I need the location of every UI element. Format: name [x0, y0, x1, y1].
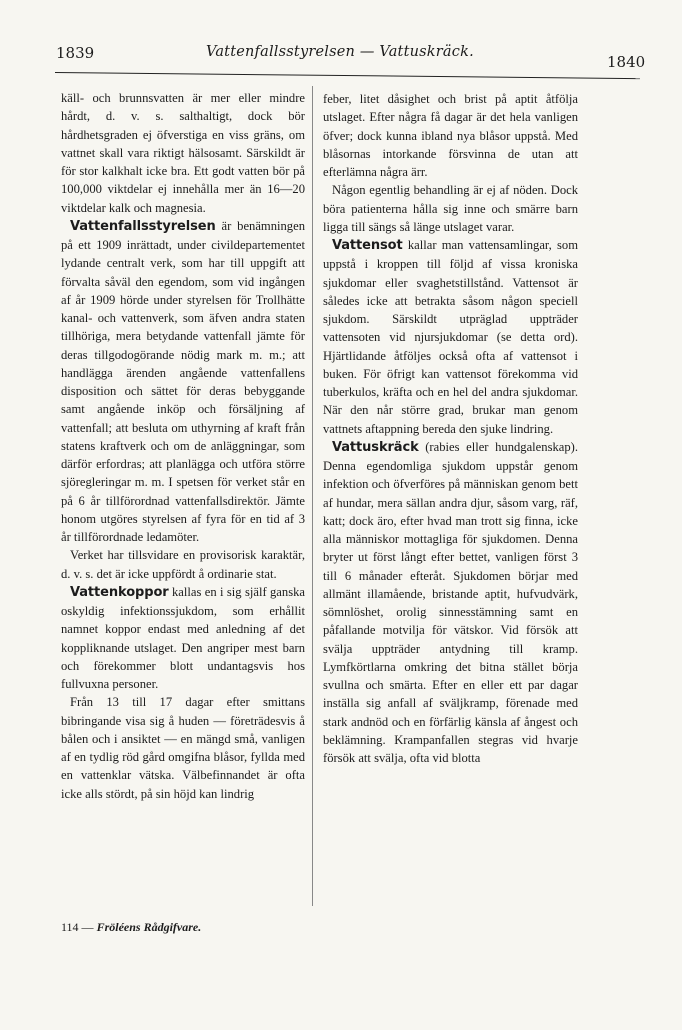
entry-headword: Vattensot — [332, 238, 403, 253]
paragraph: käll- och brunnsvatten är mer eller mindre hårdt, d. v. s. salthaltigt, dock bör hårdhetsgraden ej öfverstiga en viss gräns, om vattnet skall vara riktigt hälsosamt. Särskildt är för stor kalkhalt icke bra. Ett godt vatten bör på 100,000 viktdelar ej innehålla mer än 16—20 viktdelar kalk och magnesia. — [61, 91, 305, 215]
paragraph: Någon egentlig behandling är ej af nöden. Dock böra patienterna hålla sig inne och smärre barn ligga till sängs så länge utslaget varar. — [323, 183, 578, 234]
footer-number: 114 — — [61, 920, 94, 934]
entry-headword: Vattenfallsstyrelsen — [70, 218, 216, 234]
entry-headword: Vattenkoppor — [70, 584, 169, 600]
right-column — [323, 90, 578, 767]
entry-headword: Vattuskräck — [332, 439, 419, 455]
entry-vattenfallsstyrelsen: Vattenfallsstyrelsen är benämningen på ett 1909 inrättadt, under civildepartementet lydande centralt verk, som har till uppgift att förvalta såväl den egendom, som vid ingången af år 1909 hörde under styrelsen för Trollhätte kanal- och vattenverk, som äfven andra staten tillhöriga, mera betydande vattenfall jämte för deras tillgodogörande nödig mark m. m.; att handlägga ärenden angående vattenfallens disposition och sättet för deras bebyggande samt angående inköp och försäljning af vattenfall; att besluta om uthyrning af kraft från statens kraftverk och om de anläggningar, som därför erfordras; att planlägga och utföra större sjöregleringar m. m. I spetsen för verket står en på 6 år tillförordnad vattenfallsdirektör. Jämte honom utgöres styrelsen af fyra för en tid af 3 år tillförordnade ledamöter. — [61, 218, 305, 544]
left-column — [61, 89, 305, 803]
entry-vattensot: Vattensot kallar man vattensamlingar, som uppstå i kroppen till följd af vissa kroniska sjukdomar eller svaghetstillstånd. Vattensot är således icke att betrakta såsom någon speciell sjukdom. Särskildt utpräglad uppträder vattensoten vid njursjukdomar (se detta ord). Hjärtlidande åtföljes också ofta af vattensot i buken. För öfrigt kan vattensot förekomma vid tuberkulos, kräfta och en hel del andra sjukdomar. När den når större grad, brukar man genom vattnets aftappning bereda den sjuke lindring. — [323, 238, 578, 436]
header-rule — [55, 72, 640, 79]
running-title: Vattenfallsstyrelsen — Vattuskräck. — [206, 44, 474, 60]
right-page-number: 1840 — [607, 53, 646, 71]
paragraph: Från 13 till 17 dagar efter smittans bibringande visa sig å huden — företrädesvis å bålen och i ansiktet — en mängd små, vanligen af en tydlig röd gård omgifna blåsor, fyllda med en vattenklar vätska. Välbefinnandet är ofta icke alls stördt, på sin höjd kan lindrig — [61, 695, 305, 801]
entry-vattuskrack: Vattuskräck (rabies eller hundgalenskap). Denna egendomliga sjukdom uppstår genom infektion och öfverföres på människan genom bett af hundar, mera sällan andra djur, såsom varg, räf, katt; dock äro, efter hvad man trott sig finna, icke alla människor mottagliga för sjukdomen. Denna bryter ut först långt efter bettet, vanligen först 3 till 6 månader efteråt. Sjukdomen börjar med allmänt illamående, bristande aptit, hufvudvärk, sömnlöshet, orolig sinnesstämning samt en påfallande motvilja för vätskor. Vid försök att svälja uppträder antydning till kramp. Lymfkörtlarna omkring det bitna stället börja svullna och smärta. Efter en eller ett par dagar inställa sig anfall af sväljkramp, förenade med stark andnöd och en förfärlig känsla af ångest och beklämning. Krampanfallen stegras vid hvarje försök att svälja, ofta vid blotta — [323, 439, 578, 765]
left-page-number: 1839 — [56, 44, 95, 62]
entry-vattenkoppor: Vattenkoppor kallas en i sig själf ganska oskyldig infektionssjukdom, som erhållit namnet koppor endast med anledning af det koppliknande utslaget. Den angriper mest barn och förekommer blott undantagsvis hos fullvuxna personer. — [61, 584, 305, 691]
paragraph: feber, litet dåsighet och brist på aptit åtfölja utslaget. Efter några få dagar är det hela vanligen öfver; dock kunna ibland nya blåsor uppstå. Med blåsornas intorkande försvinna de utan att efterlämna några ärr. — [323, 92, 578, 179]
paragraph: Verket har tillsvidare en provisorisk karaktär, d. v. s. det är icke uppfördt å ordinarie stat. — [61, 548, 305, 581]
footer-title: Fröléens Rådgifvare. — [96, 920, 202, 934]
footer-signature — [61, 920, 201, 935]
column-divider — [312, 86, 313, 906]
